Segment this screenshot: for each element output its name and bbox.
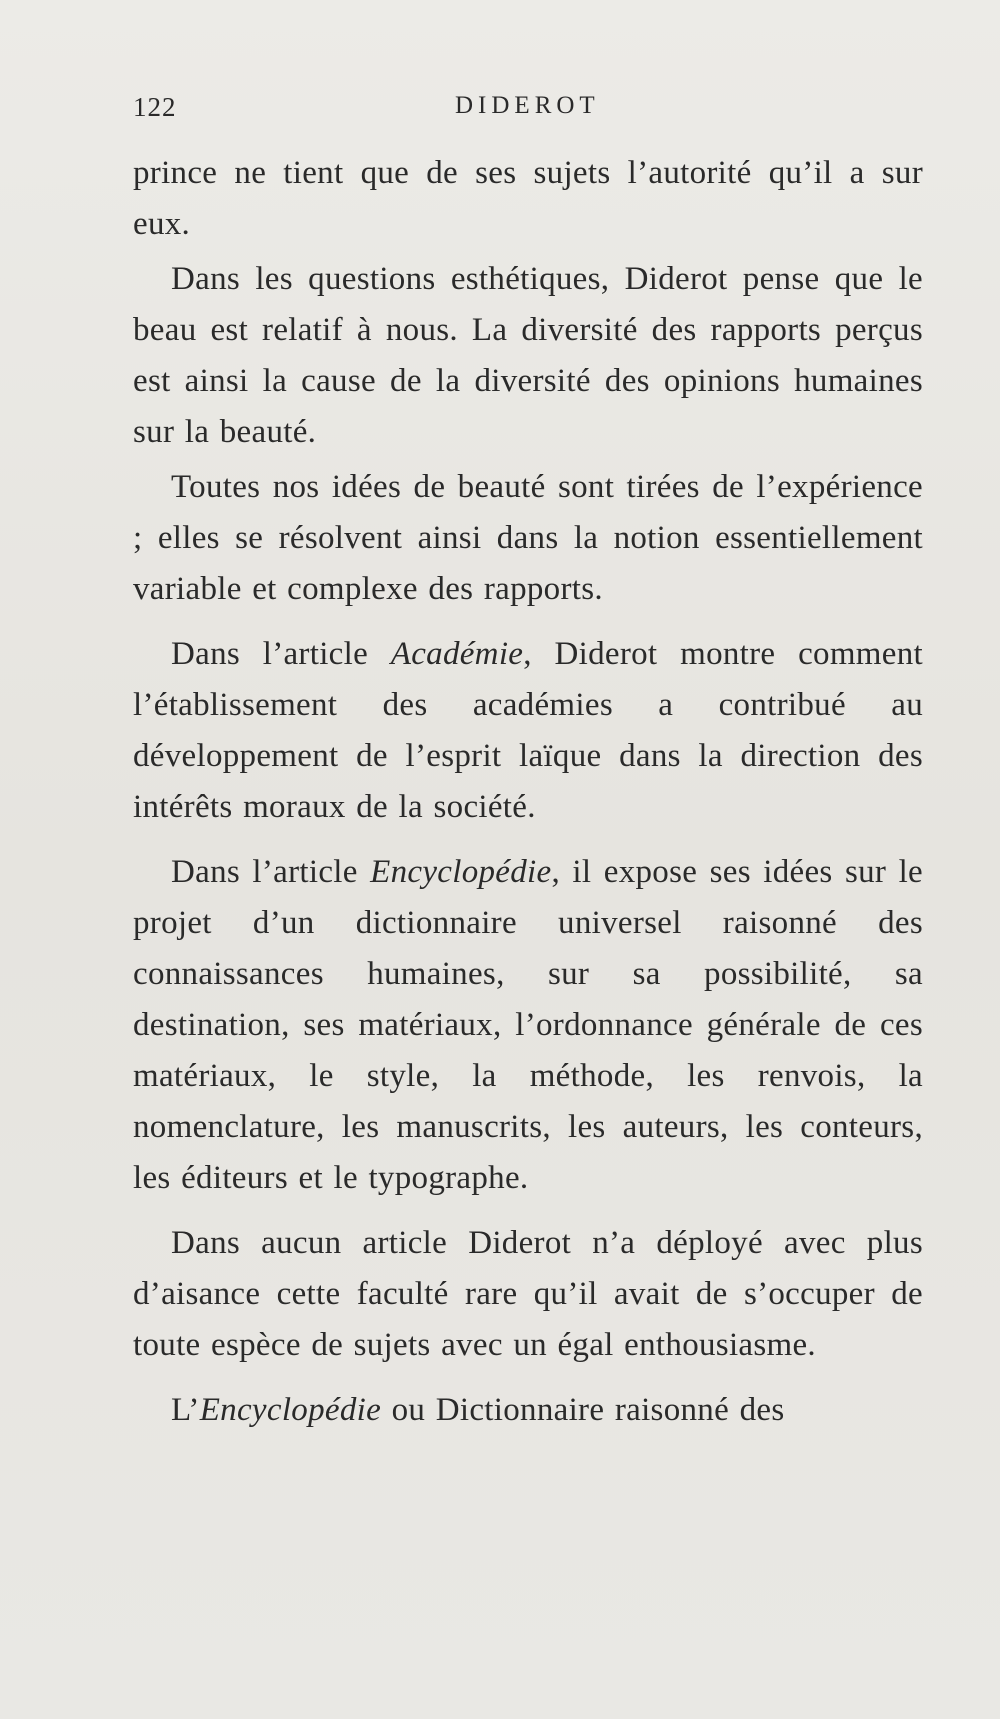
paragraph-encyclopedie-article xyxy=(133,847,923,1204)
paragraph-aesthetics: Dans les questions esthétiques, Diderot pense que le beau est relatif à nous. La diversité des rapports perçus est ainsi la cause de la diversité des opinions humaines sur la beauté. xyxy=(133,261,923,450)
paragraph-beauty-ideas: Toutes nos idées de beauté sont tirées de l’expérience ; elles se résolvent ainsi dans la notion essentiellement variable et complexe des rapports. xyxy=(133,469,923,607)
paragraph-continuation: prince ne tient que de ses sujets l’autorité qu’il a sur eux. xyxy=(133,155,923,242)
paragraph-encyclopedie-dictionary xyxy=(133,1385,923,1436)
article-title-encyclopedie: Encyclopédie xyxy=(370,854,552,890)
book-title-encyclopedie: Encyclopédie xyxy=(199,1392,382,1428)
paragraph-academie xyxy=(133,629,923,833)
paragraph-text: , Diderot montre comment l’établissement des académies a contribué au développement de l’esprit laïque dans la direction des intérêts moraux de la société. xyxy=(133,636,923,825)
body-text xyxy=(133,148,923,1436)
paragraph-text: , il expose ses idées sur le projet d’un dictionnaire universel raisonné des connaissances humaines, sur sa possibilité, sa destination, ses matériaux, l’ordonnance générale de ces matériaux, le style, la méthode, les renvois, la nomenclature, les manuscrits, les auteurs, les conteurs, les éditeurs et le typographe. xyxy=(133,854,923,1196)
paragraph-aisance: Dans aucun article Diderot n’a déployé avec plus d’aisance cette faculté rare qu’il avait de s’occuper de toute espèce de sujets avec un égal enthousiasme. xyxy=(133,1225,923,1363)
running-head: DIDEROT xyxy=(455,92,600,119)
paragraph-text: Dans l’article xyxy=(171,854,371,890)
article-title-academie: Académie xyxy=(390,636,524,672)
paragraph-text: L’ xyxy=(171,1392,200,1428)
paragraph-text: Dans l’article xyxy=(171,636,391,672)
page-header xyxy=(133,92,923,132)
paragraph-text: ou Dictionnaire raisonné des xyxy=(381,1392,785,1428)
page-number: 122 xyxy=(133,92,177,122)
